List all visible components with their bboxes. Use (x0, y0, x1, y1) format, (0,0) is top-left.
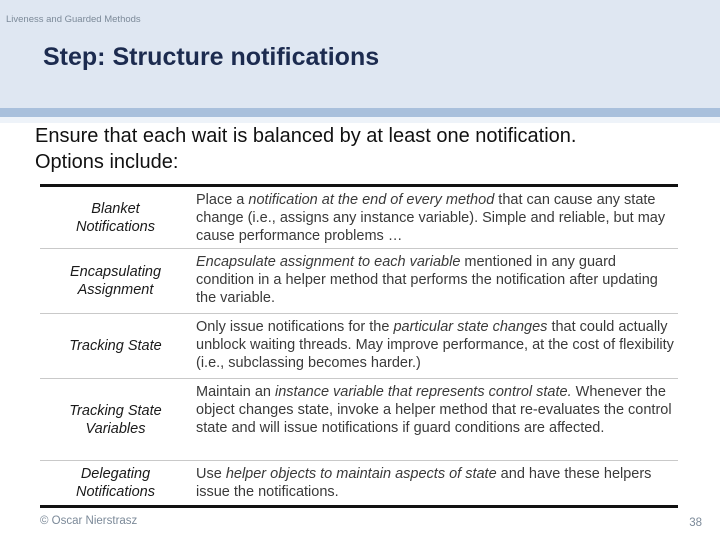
table-row (40, 461, 678, 508)
description-text: mentioned in any guard condition in a helper method that performs the notification after updating the variable. (196, 254, 658, 306)
description-emphasis: Encapsulate assignment to each variable (196, 254, 461, 270)
description-emphasis: notification at the end of every method (248, 192, 495, 208)
option-label-line: Tracking State (69, 402, 162, 419)
option-description (191, 187, 678, 248)
option-label-line: Notifications (76, 484, 155, 500)
option-label (40, 461, 191, 505)
description-text: that can cause any state change (i.e., assigns any instance variable). Simple and reliable, but may cause performance problems … (196, 192, 666, 244)
option-label (40, 379, 191, 460)
option-label-line: Tracking State (69, 338, 162, 354)
option-label-line: Blanket (91, 200, 140, 217)
intro-text (35, 123, 705, 175)
description-emphasis: particular state changes (393, 319, 548, 335)
option-label-line: Variables (85, 420, 146, 437)
table-row (40, 184, 678, 249)
table-row (40, 379, 678, 461)
option-label (40, 187, 191, 248)
copyright: © Oscar Nierstrasz (40, 515, 138, 527)
option-description (191, 379, 678, 460)
header-rule (0, 108, 720, 117)
option-label-line: Notifications (76, 218, 155, 235)
option-description (191, 249, 678, 313)
option-label-line: Delegating (80, 466, 151, 482)
table-row (40, 314, 678, 379)
description-emphasis: helper objects to maintain aspects of state (225, 466, 497, 482)
description-text: that could actually unblock waiting threads. May improve performance, at the cost of flexibility (i.e., subclassing becomes harder.) (196, 319, 674, 371)
option-description (191, 461, 678, 505)
intro-line-1: Ensure that each wait is balanced by at least one notification. (35, 125, 577, 147)
option-description (191, 314, 678, 378)
option-label-line: Encapsulating (69, 264, 162, 280)
description-emphasis: instance variable that represents control state. (275, 384, 572, 400)
slide-title: Step: Structure notifications (43, 43, 380, 71)
section-name: Liveness and Guarded Methods (6, 14, 141, 25)
intro-line-2: Options include: (35, 151, 179, 173)
option-label (40, 314, 191, 378)
description-text: Only issue notifications for the (196, 319, 394, 335)
table-row (40, 249, 678, 314)
option-label (40, 249, 191, 313)
description-text: Maintain an (196, 384, 275, 400)
description-text: Use (196, 466, 226, 482)
description-text: and have these helpers issue the notifications. (196, 466, 652, 500)
option-label-line: Assignment (77, 282, 154, 298)
options-table (40, 184, 678, 508)
description-text: Place a (196, 192, 249, 208)
description-text: Whenever the object changes state, invoke a helper method that re-evaluates the control state and will issue notifications if guard conditions are affected. (196, 384, 672, 436)
page-number: 38 (689, 517, 702, 529)
